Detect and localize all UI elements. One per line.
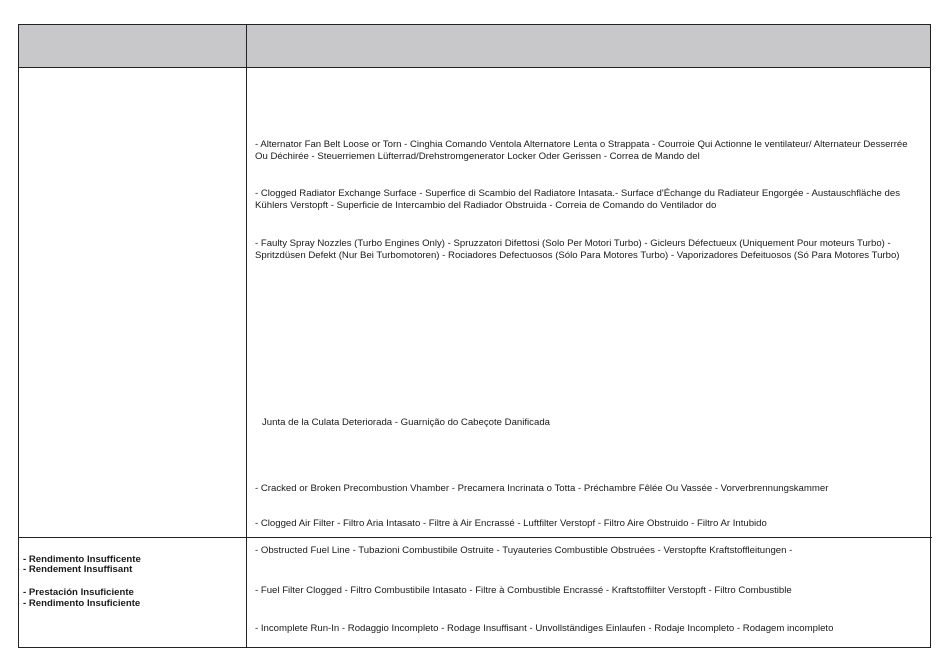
troubleshooting-table xyxy=(18,24,931,648)
cause-item: - Obstructed Fuel Line - Tubazioni Combustibile Ostruite - Tuyauteries Combustible Obstruées - Verstopfte Kraftstoffleitungen - xyxy=(255,545,793,556)
symptom-text: - Rendement Insuffisant xyxy=(23,564,133,575)
cause-row-divider xyxy=(247,537,932,538)
symptom-row-divider xyxy=(19,537,247,538)
cause-item: - Fuel Filter Clogged - Filtro Combustibile Intasato - Filtre à Combustible Encrassé - Kraftstoffilter Verstopft - Filtro Combustible xyxy=(255,585,792,596)
symptom-text: - Rendimento Insufficente xyxy=(23,554,141,565)
symptom-text: - Prestación Insuficiente xyxy=(23,587,134,598)
cause-item: - Clogged Radiator Exchange Surface - Superfice di Scambio del Radiatore Intasata.- Surface d'Échange du Radiateur Engorgée - Austauschfläche des Kühlers Verstopft - Superficie de Intercambio del Radiador Obstruida - Correia de Comando do Ventilador do xyxy=(255,188,900,211)
cause-item: Junta de la Culata Deteriorada - Guarnição do Cabeçote Danificada xyxy=(262,417,550,428)
symptom-text: - Rendimento Insuficiente xyxy=(23,598,141,609)
cause-item: - Incomplete Run-In - Rodaggio Incompleto - Rodage Insuffisant - Unvollständiges Einlaufen - Rodaje Incompleto - Rodagem incompleto xyxy=(255,623,834,634)
table-header xyxy=(19,25,930,68)
cause-item: - Alternator Fan Belt Loose or Torn - Cinghia Comando Ventola Alternatore Lenta o Strappata - Courroie Qui Actionne le ventilateur/ Alternateur Desserrée Ou Déchirée - Steuerriemen Lüfterrad/Drehstromgenerator Locker Oder Gerissen - Correa de Mando del xyxy=(255,139,908,162)
cause-item: - Clogged Air Filter - Filtro Aria Intasato - Filtre à Air Encrassé - Luftfilter Verstopf - Filtro Aire Obstruido - Filtro Ar Intubido xyxy=(255,518,767,529)
cause-item: - Faulty Spray Nozzles (Turbo Engines Only) - Spruzzatori Difettosi (Solo Per Motori Turbo) - Gicleurs Défectueux (Uniquement Pour moteurs Turbo) - Spritzdüsen Defekt (Nur Bei Turbomotoren) - Rociadores Defectuosos (Sólo Para Motores Turbo) - Vaporizadores Defeituosos (Só Para Motores Turbo) xyxy=(255,238,900,261)
column-divider xyxy=(246,25,247,647)
cause-item: - Cracked or Broken Precombustion Vhamber - Precamera Incrinata o Totta - Préchambre Fêlée Ou Vassée - Vorverbrennungskammer xyxy=(255,483,829,494)
